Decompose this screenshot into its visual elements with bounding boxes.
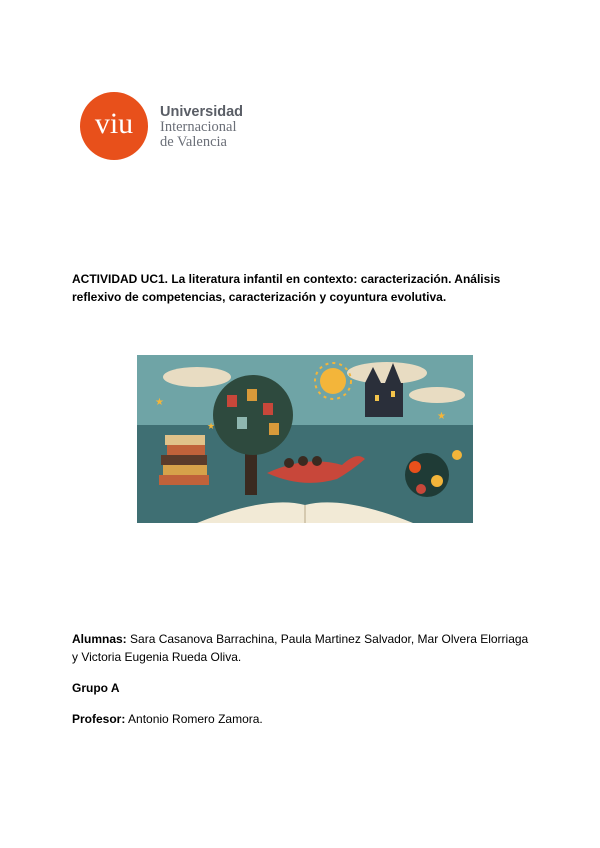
university-name-line3: de Valencia [160, 134, 227, 150]
svg-text:★: ★ [437, 411, 446, 422]
university-name-line2: Internacional [160, 119, 237, 135]
svg-text:★: ★ [207, 422, 216, 432]
svg-text:★: ★ [155, 397, 164, 408]
university-name [160, 105, 243, 150]
university-logo [80, 92, 260, 162]
professor-line [72, 710, 263, 728]
viu-logo-mark: viu [80, 92, 148, 160]
cover-illustration [137, 355, 473, 523]
authors-line [72, 630, 532, 666]
university-name-line1: Universidad [160, 104, 243, 120]
authors-label: Alumnas: [72, 632, 127, 646]
authors-value: Sara Casanova Barrachina, Paula Martinez Salvador, Mar Olvera Elorriaga y Victoria Eugenia Rueda Oliva. [72, 632, 529, 664]
document-title: ACTIVIDAD UC1. La literatura infantil en contexto: caracterización. Análisis reflexivo de competencias, caracterización y coyuntura evolutiva. [72, 272, 501, 304]
storybook-illustration-icon [137, 355, 473, 523]
group-label: Grupo A [72, 681, 120, 695]
professor-value: Antonio Romero Zamora. [128, 712, 263, 726]
group-line [72, 679, 120, 697]
professor-label: Profesor: [72, 712, 126, 726]
